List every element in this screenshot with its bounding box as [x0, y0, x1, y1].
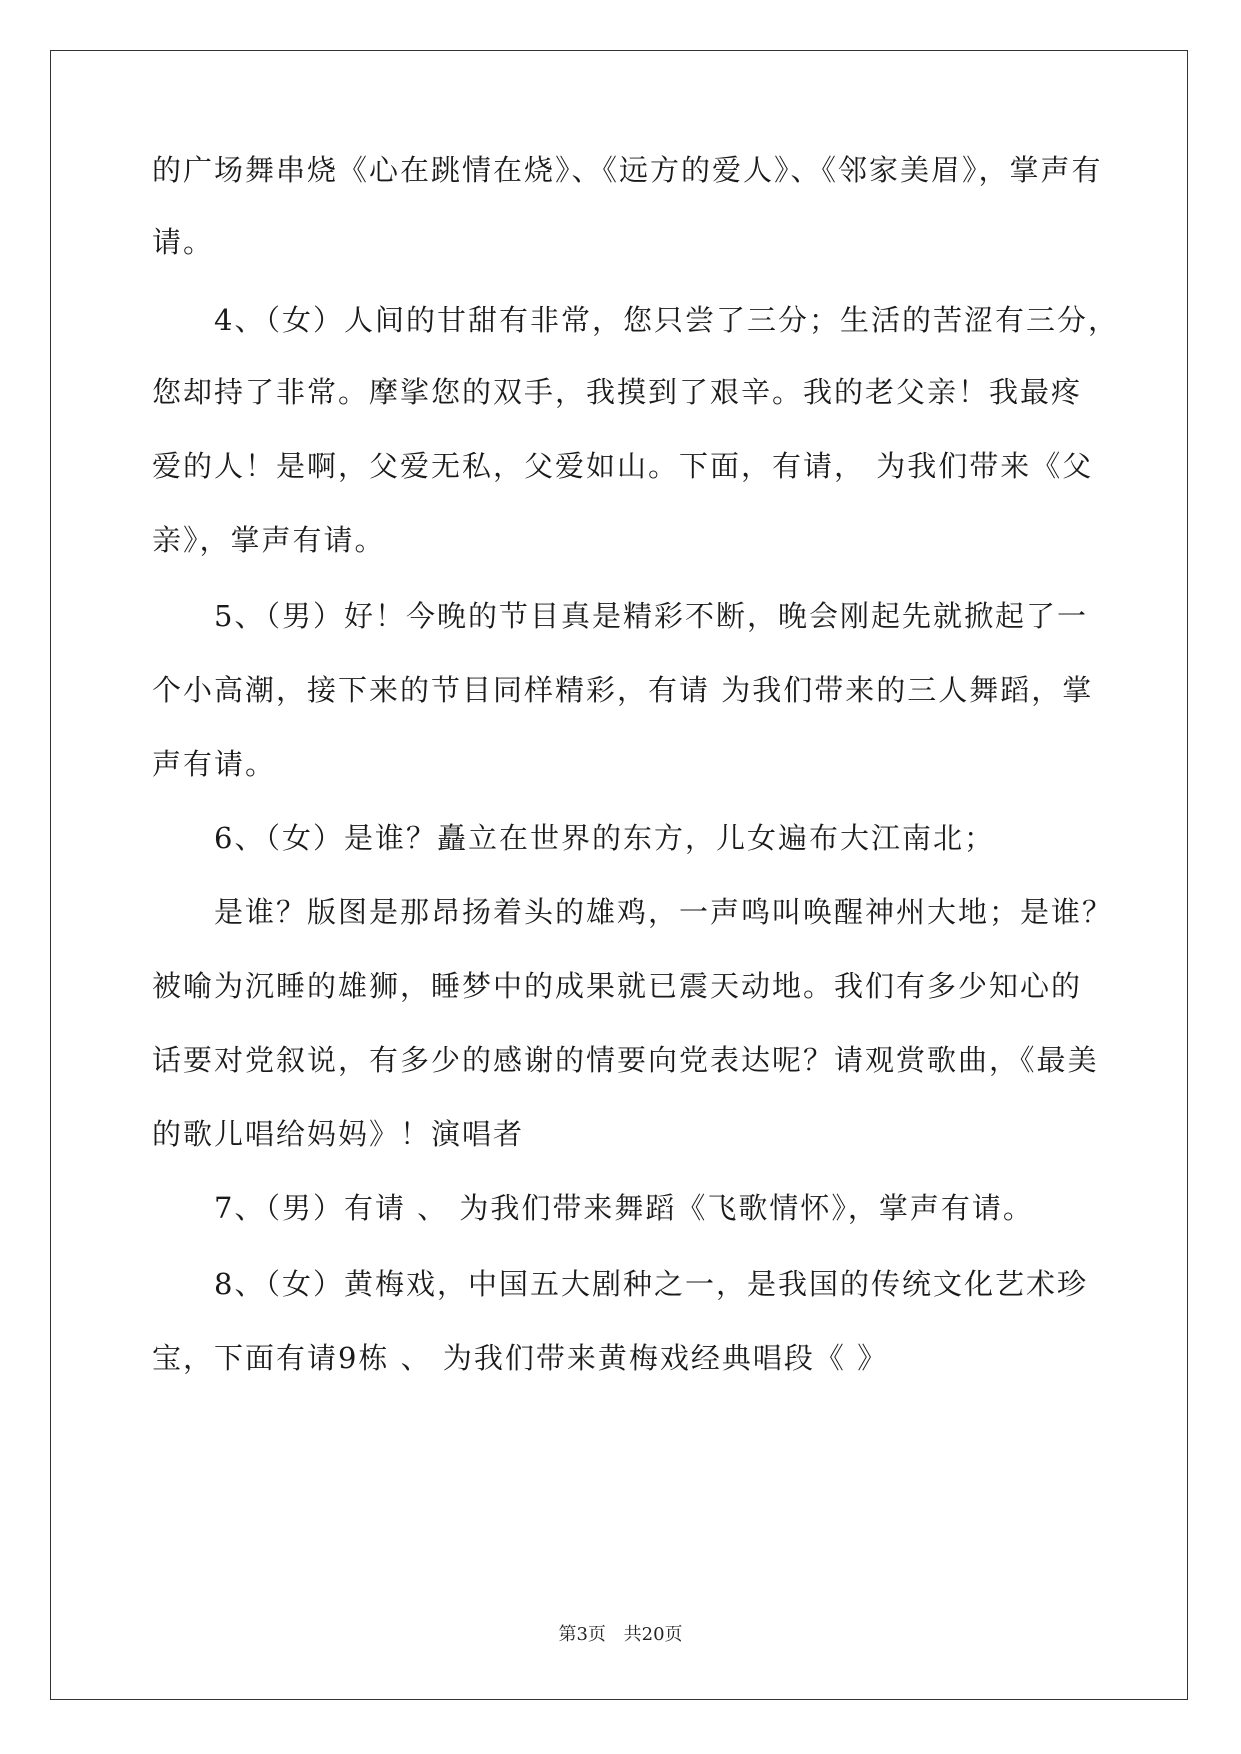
text-line: 的歌儿唱给妈妈》！演唱者 — [152, 1117, 525, 1151]
text-line: 声有请。 — [152, 747, 277, 781]
text-line: 宝，下面有请9栋 、 为我们带来黄梅戏经典唱段《 》 — [152, 1341, 889, 1375]
text-line: 话要对党叙说，有多少的感谢的情要向党表达呢？请观赏歌曲，《最美 — [152, 1043, 1099, 1077]
text-line: 个小高潮，接下来的节目同样精彩，有请 为我们带来的三人舞蹈，掌 — [152, 673, 1094, 707]
text-line: 亲》，掌声有请。 — [152, 523, 386, 557]
paragraph-7-start: 7、（男）有请 、 为我们带来舞蹈《飞歌情怀》，掌声有请。 — [214, 1191, 1034, 1225]
page-footer — [0, 1620, 1241, 1646]
text-line: 您却持了非常。摩挲您的双手，我摸到了艰辛。我的老父亲！我最疼 — [152, 375, 1083, 409]
page-number: 第3页 — [558, 1624, 606, 1645]
page-border — [50, 50, 1188, 1700]
page-total: 共20页 — [623, 1624, 683, 1645]
text-line: 请。 — [152, 225, 215, 259]
text-line: 的广场舞串烧《心在跳情在烧》、《远方的爱人》、《邻家美眉》，掌声有 — [152, 153, 1103, 187]
text-line: 被喻为沉睡的雄狮，睡梦中的成果就已震天动地。我们有多少知心的 — [152, 969, 1083, 1003]
paragraph-6-start: 6、（女）是谁？矗立在世界的东方，儿女遍布大江南北； — [214, 821, 995, 855]
paragraph-5-start: 5、（男）好！今晚的节目真是精彩不断，晚会刚起先就掀起了一 — [214, 599, 1088, 633]
paragraph-6b-start: 是谁？版图是那昂扬着头的雄鸡，一声鸣叫唤醒神州大地；是谁？ — [214, 895, 1114, 929]
paragraph-8-start: 8、（女）黄梅戏，中国五大剧种之一，是我国的传统文化艺术珍 — [214, 1267, 1088, 1301]
text-line: 爱的人！是啊，父爱无私，父爱如山。下面，有请， 为我们带来《父 — [152, 449, 1094, 483]
paragraph-4-start: 4、（女）人间的甘甜有非常，您只尝了三分；生活的苦涩有三分， — [214, 303, 1119, 337]
